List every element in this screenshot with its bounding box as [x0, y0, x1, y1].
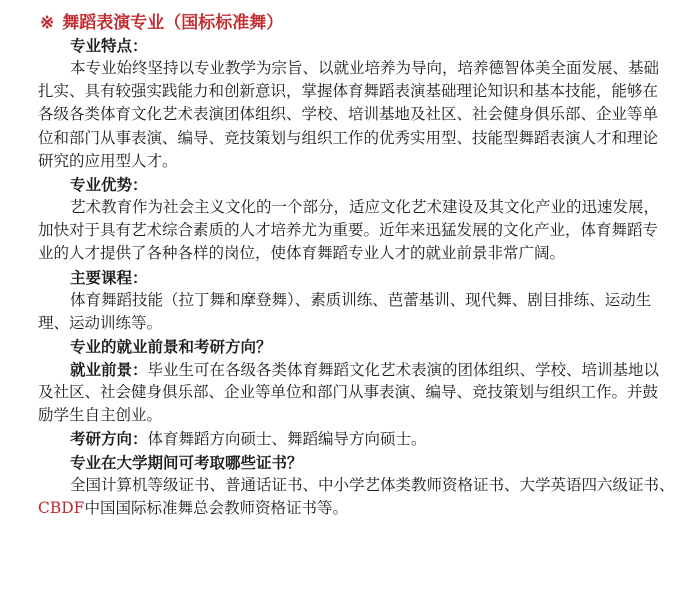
prospects-paragraph	[38, 358, 680, 451]
features-heading: 专业特点：	[70, 36, 148, 55]
page-title-text: 舞蹈表演专业（国标标准舞）	[62, 13, 284, 33]
certificates-line-rest: 中国国际标准舞总会教师资格证书等。	[84, 498, 348, 517]
certificates-paragraph	[38, 474, 680, 520]
postgrad-label: 考研方向：	[70, 429, 148, 449]
courses-paragraph	[38, 289, 680, 335]
features-paragraph	[38, 57, 680, 173]
courses-heading: 主要课程：	[70, 267, 148, 287]
employment-label: 就业前景：	[70, 359, 148, 379]
features-line: 各级各类体育文化艺术表演团体组织、学校、培训基地及社区、社会健身俱乐部、企业等单	[38, 105, 659, 124]
features-line: 位和部门从事表演、编导、竞技策划与组织工作的优秀实用型、技能型舞蹈表演人才和理论	[38, 128, 659, 147]
certificates-heading: 专业在大学期间可考取哪些证书？	[70, 452, 303, 472]
page-title	[40, 12, 680, 34]
advantages-heading: 专业优势：	[70, 174, 148, 194]
employment-line: 励学生自主创业。	[38, 406, 163, 425]
courses-line: 理、运动训练等。	[38, 313, 163, 332]
features-line: 本专业始终坚持以专业教学为宗旨、以就业培养为导向，培养德智体美全面发展、基础	[70, 59, 660, 77]
advantages-paragraph	[38, 196, 680, 266]
prospects-heading: 专业的就业前景和考研方向？	[70, 336, 272, 356]
postgrad-text: 体育舞蹈方向硕士、舞蹈编导方向硕士。	[147, 430, 427, 449]
certificates-line	[38, 497, 680, 520]
features-line: 研究的应用型人才。	[38, 151, 178, 170]
courses-line: 体育舞蹈技能（拉丁舞和摩登舞）、素质训练、芭蕾基训、现代舞、剧目排练、运动生	[70, 290, 652, 309]
employment-line: 及社区、社会健身俱乐部、企业等单位和部门从事表演、编导、竞技策划与组织工作。并鼓	[38, 383, 659, 402]
advantages-line: 加快对于具有艺术综合素质的人才培养尤为重要。近年来迅猛发展的文化产业，体育舞蹈专	[38, 221, 659, 240]
features-line: 扎实、具有较强实践能力和创新意识，掌握体育舞蹈表演基础理论知识和基本技能，能够在	[38, 82, 659, 101]
cbdf-brand-text: CBDF	[38, 498, 85, 517]
advantages-line: 业的人才提供了各种各样的岗位，使体育舞蹈专业人才的就业前景非常广阔。	[38, 244, 566, 263]
advantages-line: 艺术教育作为社会主义文化的一个部分，适应文化艺术建设及其文化产业的迅速发展，	[70, 197, 660, 216]
employment-line	[38, 358, 680, 381]
postgrad-line	[38, 427, 680, 450]
certificates-line: 全国计算机等级证书、普通话证书、中小学艺体类教师资格证书、大学英语四六级证书、	[70, 475, 675, 494]
reference-mark-icon: ※	[40, 13, 55, 33]
employment-text: 毕业生可在各级各类体育舞蹈文化艺术表演的团体组织、学校、培训基地以	[147, 360, 660, 379]
